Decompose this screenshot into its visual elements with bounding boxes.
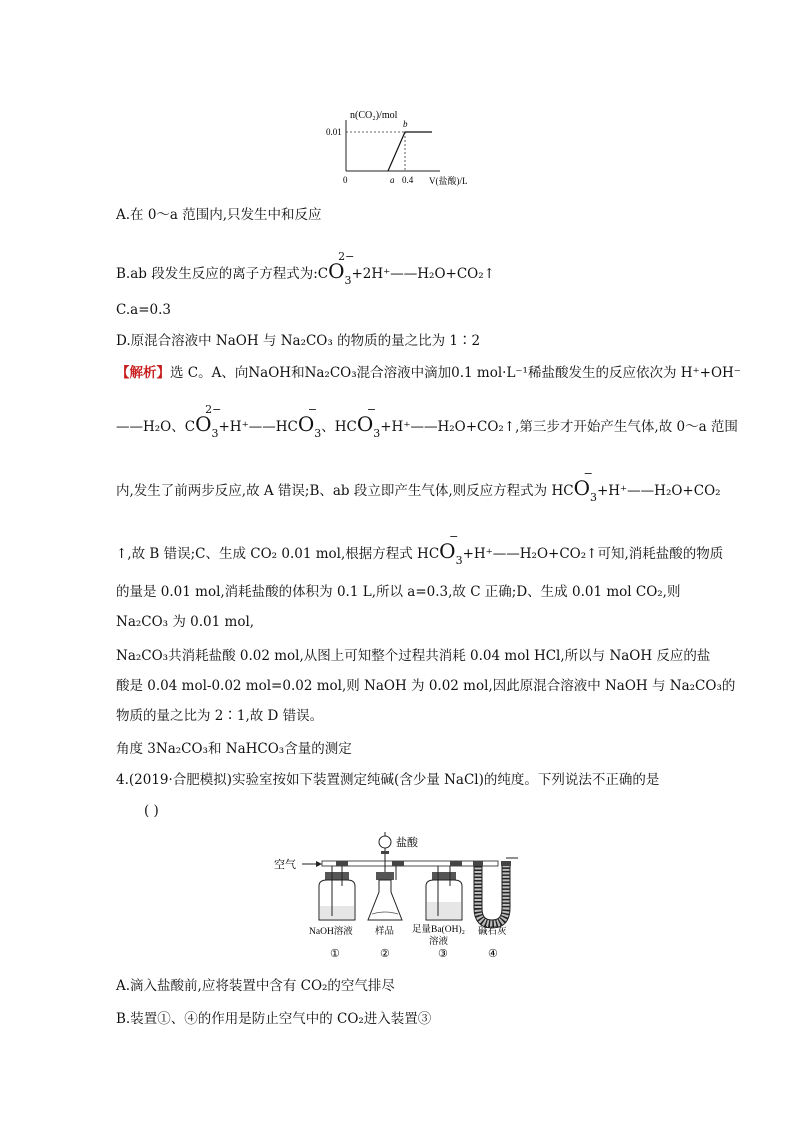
analysis-line-6: Na₂CO₃ 为 0.01 mol, xyxy=(116,614,255,630)
label-b3b: 溶液 xyxy=(429,937,449,947)
question-4-stem: 4.(2019·合肥模拟)实验室按如下装置测定纯碱(含少量 NaCl)的纯度。下列说法不正确的是 xyxy=(116,772,660,788)
carbonate-ion: $O_3$ 2− xyxy=(328,250,355,287)
analysis-line-4: ↑,故 B 错误;C、生成 CO₂ 0.01 mol,根据方程式 $HCO_3$ − +H⁺——H₂O+CO₂↑可知,消耗盐酸的物质 xyxy=(116,542,723,570)
graph-x-tick-04: 0.4 xyxy=(402,175,414,185)
label-air: 空气 xyxy=(274,859,296,871)
label-n4: ④ xyxy=(488,948,498,960)
graph-y-tick: 0.01 xyxy=(326,127,342,137)
label-acid: 盐酸 xyxy=(396,837,418,849)
label-b1: NaOH溶液 xyxy=(309,927,353,937)
label-n2: ② xyxy=(380,948,390,960)
label-n1: ① xyxy=(330,948,340,960)
analysis-line-5: 的量是 0.01 mol,消耗盐酸的体积为 0.1 L,所以 a=0.3,故 C 正确;D、生成 0.01 mol CO₂,则 xyxy=(116,584,681,600)
ion-hco3-a: $O_3$ − xyxy=(297,403,322,440)
option-b-suffix: +2H⁺——H₂O+CO₂↑ xyxy=(351,266,495,282)
co2-graph xyxy=(322,104,482,188)
option-b-prefix: B.ab 段发生反应的离子方程式为:C xyxy=(116,266,329,282)
analysis-line-1: 【解析】选 C。A、向NaOH和Na₂CO₃混合溶液中滴加0.1 mol·L⁻¹稀盐酸发生的反应依次为 H⁺+OH⁻ xyxy=(116,365,741,381)
analysis-line-9: 物质的量之比为 2∶1,故 D 错误。 xyxy=(116,708,324,724)
question-4-option-b: B.装置①、④的作用是防止空气中的 CO₂进入装置③ xyxy=(116,1011,432,1027)
ion-hco3-b: $O_3$ − xyxy=(356,403,381,440)
label-b3a: 足量Ba(OH)₂ xyxy=(412,925,465,935)
graph-y-label: n(CO₂)/mol xyxy=(350,110,398,121)
option-c: C.a=0.3 xyxy=(116,302,171,318)
graph-x-tick-0: 0 xyxy=(343,175,348,185)
u-tube-4 xyxy=(473,858,518,924)
analysis-line-3: 内,发生了前两步反应,故 A 错误;B、ab 段立即产生气体,则反应方程式为 $HCO_3$ − +H⁺——H₂O+CO₂ xyxy=(116,479,721,507)
ion-co3-2minus: $O_3$ 2− xyxy=(195,403,222,440)
option-d: D.原混合溶液中 NaOH 与 Na₂CO₃ 的物质的量之比为 1∶2 xyxy=(116,333,481,349)
analysis-line-7: Na₂CO₃共消耗盐酸 0.02 mol,从图上可知整个过程共消耗 0.04 mol HCl,所以与 NaOH 反应的盐 xyxy=(116,648,711,664)
graph-x-label: V(盐酸)/L xyxy=(429,176,468,186)
ion-hco3-d: $O_3$ − xyxy=(439,530,463,567)
analysis-tag: 【解析】 xyxy=(116,365,170,381)
graph-point-b: b xyxy=(403,119,408,129)
label-b2: 样品 xyxy=(375,927,395,937)
flask-2 xyxy=(368,866,402,920)
question-4-option-a: A.滴入盐酸前,应将装置中含有 CO₂的空气排尽 xyxy=(116,978,395,994)
section-heading: 角度 3Na₂CO₃和 NaHCO₃含量的测定 xyxy=(116,741,352,757)
bottle-1 xyxy=(319,866,355,920)
analysis-line-2: ——H₂O、$CO_3$ 2− $+H^+——HCO_3$ − 、$HCO_3$ − +H⁺——H₂O+CO₂↑,第三步才开始产生气体,故 0～a 范围 xyxy=(116,415,738,443)
answer-paren: ( ) xyxy=(144,803,159,819)
apparatus-diagram xyxy=(272,828,522,964)
option-a: A.在 0～a 范围内,只发生中和反应 xyxy=(116,207,322,223)
graph-x-tick-a: a xyxy=(390,175,395,185)
bottle-3 xyxy=(426,866,462,920)
label-n3: ③ xyxy=(438,948,448,960)
option-b xyxy=(116,250,495,290)
label-b4: 碱石灰 xyxy=(478,927,507,937)
analysis-line-8: 酸是 0.04 mol-0.02 mol=0.02 mol,则 NaOH 为 0.02 mol,因此原混合溶液中 NaOH 与 Na₂CO₃的 xyxy=(116,678,736,694)
ion-hco3-c: $O_3$ − xyxy=(573,467,597,504)
